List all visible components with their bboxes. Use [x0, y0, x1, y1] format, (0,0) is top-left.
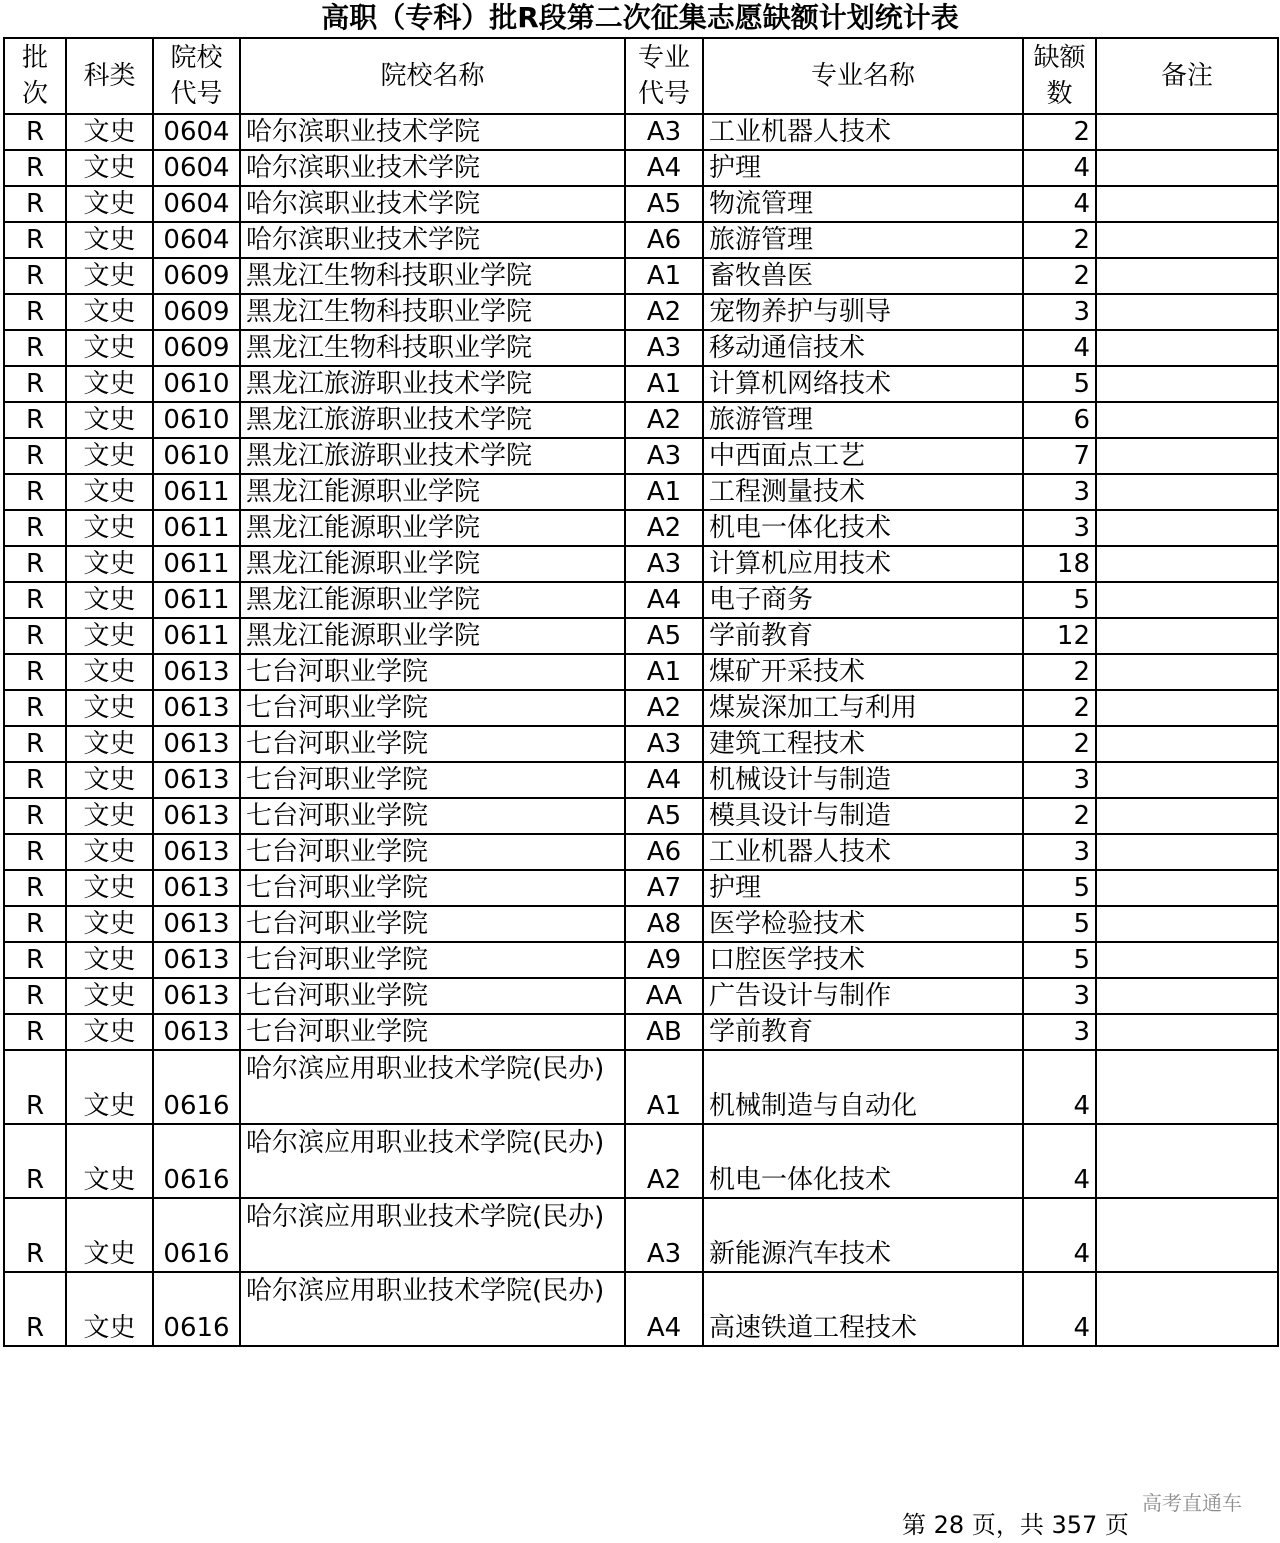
- cell-school-name: 黑龙江旅游职业技术学院: [240, 366, 625, 402]
- cell-remarks: [1096, 186, 1278, 222]
- cell-school-name: 哈尔滨应用职业技术学院(民办): [240, 1198, 625, 1272]
- cell-major-name: 医学检验技术: [703, 906, 1023, 942]
- cell-major-name: 机械设计与制造: [703, 762, 1023, 798]
- cell-remarks: [1096, 1272, 1278, 1346]
- cell-vacancy: 4: [1023, 330, 1096, 366]
- cell-remarks: [1096, 906, 1278, 942]
- cell-school-code: 0604: [153, 114, 240, 150]
- cell-category: 文史: [66, 222, 153, 258]
- cell-school-code: 0616: [153, 1050, 240, 1124]
- cell-batch: R: [4, 798, 66, 834]
- page-suffix: 页: [1104, 1511, 1129, 1539]
- cell-category: 文史: [66, 1124, 153, 1198]
- cell-remarks: [1096, 834, 1278, 870]
- table-row: [4, 582, 1278, 618]
- cell-batch: R: [4, 690, 66, 726]
- cell-major-code: A5: [625, 618, 703, 654]
- cell-major-name: 畜牧兽医: [703, 258, 1023, 294]
- cell-batch: R: [4, 474, 66, 510]
- cell-school-code: 0613: [153, 1014, 240, 1050]
- cell-category: 文史: [66, 690, 153, 726]
- table-row: [4, 1050, 1278, 1124]
- cell-school-name: 黑龙江能源职业学院: [240, 546, 625, 582]
- cell-vacancy: 4: [1023, 150, 1096, 186]
- cell-remarks: [1096, 1014, 1278, 1050]
- cell-remarks: [1096, 546, 1278, 582]
- cell-school-name: 哈尔滨应用职业技术学院(民办): [240, 1272, 625, 1346]
- cell-school-name: 哈尔滨职业技术学院: [240, 150, 625, 186]
- cell-batch: R: [4, 366, 66, 402]
- cell-category: 文史: [66, 438, 153, 474]
- cell-batch: R: [4, 546, 66, 582]
- cell-school-name: 七台河职业学院: [240, 834, 625, 870]
- cell-school-name: 七台河职业学院: [240, 690, 625, 726]
- cell-major-code: A2: [625, 294, 703, 330]
- cell-school-code: 0613: [153, 726, 240, 762]
- cell-batch: R: [4, 1198, 66, 1272]
- cell-major-name: 旅游管理: [703, 222, 1023, 258]
- cell-school-name: 七台河职业学院: [240, 942, 625, 978]
- cell-major-name: 口腔医学技术: [703, 942, 1023, 978]
- cell-batch: R: [4, 402, 66, 438]
- cell-school-code: 0613: [153, 942, 240, 978]
- cell-batch: R: [4, 258, 66, 294]
- cell-major-name: 模具设计与制造: [703, 798, 1023, 834]
- table-row: [4, 114, 1278, 150]
- cell-batch: R: [4, 510, 66, 546]
- table-row: [4, 330, 1278, 366]
- cell-major-code: A2: [625, 510, 703, 546]
- cell-major-code: A7: [625, 870, 703, 906]
- table-row: [4, 402, 1278, 438]
- table-row: [4, 1014, 1278, 1050]
- cell-vacancy: 2: [1023, 690, 1096, 726]
- cell-major-name: 工程测量技术: [703, 474, 1023, 510]
- cell-category: 文史: [66, 726, 153, 762]
- cell-category: 文史: [66, 762, 153, 798]
- cell-remarks: [1096, 474, 1278, 510]
- cell-school-name: 哈尔滨应用职业技术学院(民办): [240, 1050, 625, 1124]
- cell-major-code: A5: [625, 798, 703, 834]
- table-row: [4, 726, 1278, 762]
- cell-vacancy: 5: [1023, 906, 1096, 942]
- cell-vacancy: 3: [1023, 294, 1096, 330]
- cell-remarks: [1096, 258, 1278, 294]
- cell-remarks: [1096, 150, 1278, 186]
- cell-vacancy: 5: [1023, 942, 1096, 978]
- cell-major-code: A1: [625, 366, 703, 402]
- cell-category: 文史: [66, 942, 153, 978]
- cell-major-name: 宠物养护与驯导: [703, 294, 1023, 330]
- cell-major-code: A9: [625, 942, 703, 978]
- cell-major-name: 机电一体化技术: [703, 510, 1023, 546]
- cell-school-code: 0610: [153, 402, 240, 438]
- cell-major-code: A5: [625, 186, 703, 222]
- cell-batch: R: [4, 906, 66, 942]
- cell-major-code: A2: [625, 690, 703, 726]
- cell-category: 文史: [66, 546, 153, 582]
- cell-major-code: A1: [625, 474, 703, 510]
- cell-category: 文史: [66, 510, 153, 546]
- cell-school-name: 七台河职业学院: [240, 978, 625, 1014]
- cell-category: 文史: [66, 402, 153, 438]
- cell-school-name: 黑龙江生物科技职业学院: [240, 258, 625, 294]
- cell-school-code: 0613: [153, 762, 240, 798]
- cell-major-code: AA: [625, 978, 703, 1014]
- header-batch: 批次: [4, 38, 66, 114]
- cell-remarks: [1096, 1124, 1278, 1198]
- cell-category: 文史: [66, 114, 153, 150]
- cell-remarks: [1096, 582, 1278, 618]
- cell-category: 文史: [66, 1272, 153, 1346]
- cell-major-name: 护理: [703, 870, 1023, 906]
- cell-category: 文史: [66, 978, 153, 1014]
- cell-school-code: 0604: [153, 150, 240, 186]
- cell-batch: R: [4, 870, 66, 906]
- cell-batch: R: [4, 294, 66, 330]
- cell-category: 文史: [66, 834, 153, 870]
- cell-vacancy: 4: [1023, 1124, 1096, 1198]
- cell-category: 文史: [66, 330, 153, 366]
- cell-major-code: A6: [625, 222, 703, 258]
- table-row: [4, 222, 1278, 258]
- cell-major-name: 高速铁道工程技术: [703, 1272, 1023, 1346]
- page-total: 357: [1051, 1511, 1098, 1539]
- cell-major-name: 机械制造与自动化: [703, 1050, 1023, 1124]
- cell-school-code: 0610: [153, 366, 240, 402]
- cell-category: 文史: [66, 366, 153, 402]
- cell-school-name: 七台河职业学院: [240, 1014, 625, 1050]
- cell-major-code: A4: [625, 762, 703, 798]
- page-middle: 页，共: [971, 1511, 1044, 1539]
- cell-major-code: A1: [625, 1050, 703, 1124]
- cell-category: 文史: [66, 186, 153, 222]
- cell-major-code: A1: [625, 258, 703, 294]
- cell-school-code: 0613: [153, 834, 240, 870]
- cell-school-code: 0611: [153, 582, 240, 618]
- cell-batch: R: [4, 834, 66, 870]
- cell-vacancy: 2: [1023, 654, 1096, 690]
- cell-school-code: 0613: [153, 870, 240, 906]
- cell-major-name: 物流管理: [703, 186, 1023, 222]
- cell-batch: R: [4, 150, 66, 186]
- cell-major-code: A3: [625, 438, 703, 474]
- cell-remarks: [1096, 654, 1278, 690]
- cell-remarks: [1096, 222, 1278, 258]
- table-row: [4, 870, 1278, 906]
- cell-batch: R: [4, 114, 66, 150]
- table-row: [4, 654, 1278, 690]
- cell-category: 文史: [66, 258, 153, 294]
- cell-school-name: 黑龙江生物科技职业学院: [240, 294, 625, 330]
- cell-batch: R: [4, 1272, 66, 1346]
- cell-category: 文史: [66, 1014, 153, 1050]
- cell-major-name: 护理: [703, 150, 1023, 186]
- cell-major-code: A8: [625, 906, 703, 942]
- cell-school-name: 黑龙江能源职业学院: [240, 474, 625, 510]
- cell-vacancy: 2: [1023, 798, 1096, 834]
- cell-batch: R: [4, 1050, 66, 1124]
- page-title: 高职（专科）批R段第二次征集志愿缺额计划统计表: [321, 1, 959, 34]
- cell-category: 文史: [66, 1050, 153, 1124]
- cell-vacancy: 4: [1023, 186, 1096, 222]
- cell-school-code: 0609: [153, 258, 240, 294]
- cell-major-name: 计算机应用技术: [703, 546, 1023, 582]
- cell-major-name: 旅游管理: [703, 402, 1023, 438]
- cell-vacancy: 5: [1023, 582, 1096, 618]
- cell-school-name: 七台河职业学院: [240, 726, 625, 762]
- cell-school-code: 0616: [153, 1272, 240, 1346]
- cell-batch: R: [4, 762, 66, 798]
- cell-category: 文史: [66, 618, 153, 654]
- header-remarks: 备注: [1096, 38, 1278, 114]
- cell-batch: R: [4, 654, 66, 690]
- page-current: 28: [933, 1511, 965, 1539]
- cell-remarks: [1096, 1050, 1278, 1124]
- cell-category: 文史: [66, 1198, 153, 1272]
- cell-vacancy: 3: [1023, 762, 1096, 798]
- table-row: [4, 942, 1278, 978]
- table-row: [4, 798, 1278, 834]
- cell-vacancy: 2: [1023, 726, 1096, 762]
- cell-major-code: A3: [625, 330, 703, 366]
- cell-vacancy: 2: [1023, 222, 1096, 258]
- cell-batch: R: [4, 978, 66, 1014]
- cell-school-name: 黑龙江旅游职业技术学院: [240, 438, 625, 474]
- cell-major-code: A6: [625, 834, 703, 870]
- cell-school-name: 哈尔滨职业技术学院: [240, 114, 625, 150]
- cell-school-code: 0611: [153, 510, 240, 546]
- cell-major-name: 移动通信技术: [703, 330, 1023, 366]
- cell-school-name: 七台河职业学院: [240, 870, 625, 906]
- cell-major-code: A2: [625, 1124, 703, 1198]
- cell-batch: R: [4, 726, 66, 762]
- cell-remarks: [1096, 510, 1278, 546]
- table-row: [4, 438, 1278, 474]
- quota-table: [3, 37, 1279, 1347]
- table-row: [4, 186, 1278, 222]
- table-row: [4, 906, 1278, 942]
- cell-school-name: 黑龙江旅游职业技术学院: [240, 402, 625, 438]
- cell-major-name: 计算机网络技术: [703, 366, 1023, 402]
- cell-batch: R: [4, 1124, 66, 1198]
- table-row: [4, 510, 1278, 546]
- cell-vacancy: 3: [1023, 1014, 1096, 1050]
- cell-major-code: A4: [625, 582, 703, 618]
- cell-category: 文史: [66, 870, 153, 906]
- cell-vacancy: 5: [1023, 870, 1096, 906]
- cell-batch: R: [4, 942, 66, 978]
- cell-school-name: 七台河职业学院: [240, 762, 625, 798]
- table-row: [4, 618, 1278, 654]
- cell-vacancy: 3: [1023, 978, 1096, 1014]
- cell-batch: R: [4, 330, 66, 366]
- cell-school-name: 哈尔滨职业技术学院: [240, 222, 625, 258]
- cell-category: 文史: [66, 906, 153, 942]
- cell-school-code: 0616: [153, 1198, 240, 1272]
- cell-school-code: 0609: [153, 330, 240, 366]
- cell-category: 文史: [66, 150, 153, 186]
- cell-vacancy: 5: [1023, 366, 1096, 402]
- page-prefix: 第: [902, 1511, 926, 1539]
- cell-school-code: 0613: [153, 906, 240, 942]
- cell-category: 文史: [66, 294, 153, 330]
- cell-vacancy: 2: [1023, 114, 1096, 150]
- cell-major-name: 建筑工程技术: [703, 726, 1023, 762]
- cell-vacancy: 3: [1023, 834, 1096, 870]
- cell-school-code: 0613: [153, 798, 240, 834]
- header-row: [4, 38, 1278, 114]
- cell-school-code: 0610: [153, 438, 240, 474]
- cell-school-code: 0613: [153, 654, 240, 690]
- header-major-code: 专业代号: [625, 38, 703, 114]
- table-row: [4, 978, 1278, 1014]
- table-row: [4, 474, 1278, 510]
- table-row: [4, 546, 1278, 582]
- cell-remarks: [1096, 330, 1278, 366]
- table-body: [4, 114, 1278, 1346]
- table-row: [4, 834, 1278, 870]
- cell-remarks: [1096, 978, 1278, 1014]
- cell-vacancy: 4: [1023, 1272, 1096, 1346]
- cell-major-name: 机电一体化技术: [703, 1124, 1023, 1198]
- cell-school-code: 0604: [153, 186, 240, 222]
- cell-major-name: 学前教育: [703, 1014, 1023, 1050]
- cell-remarks: [1096, 618, 1278, 654]
- cell-major-name: 工业机器人技术: [703, 834, 1023, 870]
- cell-vacancy: 4: [1023, 1198, 1096, 1272]
- cell-major-code: A1: [625, 654, 703, 690]
- cell-major-name: 煤炭深加工与利用: [703, 690, 1023, 726]
- cell-school-name: 哈尔滨应用职业技术学院(民办): [240, 1124, 625, 1198]
- cell-school-name: 黑龙江能源职业学院: [240, 618, 625, 654]
- table-row: [4, 258, 1278, 294]
- cell-batch: R: [4, 582, 66, 618]
- header-vacancy: 缺额数: [1023, 38, 1096, 114]
- cell-school-name: 黑龙江生物科技职业学院: [240, 330, 625, 366]
- cell-category: 文史: [66, 582, 153, 618]
- cell-remarks: [1096, 366, 1278, 402]
- header-school-name: 院校名称: [240, 38, 625, 114]
- cell-school-code: 0604: [153, 222, 240, 258]
- cell-school-code: 0609: [153, 294, 240, 330]
- cell-remarks: [1096, 438, 1278, 474]
- cell-category: 文史: [66, 798, 153, 834]
- cell-major-name: 电子商务: [703, 582, 1023, 618]
- header-school-code: 院校代号: [153, 38, 240, 114]
- cell-batch: R: [4, 1014, 66, 1050]
- cell-vacancy: 6: [1023, 402, 1096, 438]
- cell-remarks: [1096, 114, 1278, 150]
- cell-school-name: 黑龙江能源职业学院: [240, 510, 625, 546]
- table-row: [4, 150, 1278, 186]
- cell-major-code: A4: [625, 150, 703, 186]
- cell-major-name: 新能源汽车技术: [703, 1198, 1023, 1272]
- cell-batch: R: [4, 186, 66, 222]
- cell-school-code: 0616: [153, 1124, 240, 1198]
- cell-major-code: A3: [625, 1198, 703, 1272]
- cell-remarks: [1096, 690, 1278, 726]
- cell-major-name: 中西面点工艺: [703, 438, 1023, 474]
- cell-remarks: [1096, 1198, 1278, 1272]
- cell-remarks: [1096, 870, 1278, 906]
- cell-school-code: 0611: [153, 546, 240, 582]
- cell-batch: R: [4, 618, 66, 654]
- table-row: [4, 1272, 1278, 1346]
- cell-remarks: [1096, 402, 1278, 438]
- cell-school-code: 0611: [153, 618, 240, 654]
- cell-vacancy: 12: [1023, 618, 1096, 654]
- cell-remarks: [1096, 294, 1278, 330]
- cell-major-code: A4: [625, 1272, 703, 1346]
- cell-major-name: 煤矿开采技术: [703, 654, 1023, 690]
- cell-batch: R: [4, 222, 66, 258]
- cell-remarks: [1096, 762, 1278, 798]
- page-number: [902, 1508, 1129, 1542]
- cell-major-code: AB: [625, 1014, 703, 1050]
- header-major-name: 专业名称: [703, 38, 1023, 114]
- table-row: [4, 294, 1278, 330]
- cell-major-code: A3: [625, 114, 703, 150]
- cell-school-name: 七台河职业学院: [240, 654, 625, 690]
- table-row: [4, 1124, 1278, 1198]
- watermark-text: 高考直通车: [1142, 1491, 1242, 1515]
- cell-batch: R: [4, 438, 66, 474]
- cell-vacancy: 7: [1023, 438, 1096, 474]
- cell-vacancy: 2: [1023, 258, 1096, 294]
- cell-major-code: A3: [625, 726, 703, 762]
- cell-school-name: 哈尔滨职业技术学院: [240, 186, 625, 222]
- table-row: [4, 366, 1278, 402]
- cell-school-code: 0613: [153, 978, 240, 1014]
- cell-school-code: 0611: [153, 474, 240, 510]
- cell-major-name: 学前教育: [703, 618, 1023, 654]
- cell-school-name: 七台河职业学院: [240, 798, 625, 834]
- cell-school-code: 0613: [153, 690, 240, 726]
- cell-school-name: 七台河职业学院: [240, 906, 625, 942]
- cell-major-code: A3: [625, 546, 703, 582]
- cell-major-code: A2: [625, 402, 703, 438]
- header-category: 科类: [66, 38, 153, 114]
- cell-school-name: 黑龙江能源职业学院: [240, 582, 625, 618]
- cell-vacancy: 18: [1023, 546, 1096, 582]
- table-row: [4, 762, 1278, 798]
- table-row: [4, 690, 1278, 726]
- cell-remarks: [1096, 726, 1278, 762]
- cell-vacancy: 3: [1023, 510, 1096, 546]
- cell-remarks: [1096, 798, 1278, 834]
- cell-major-name: 工业机器人技术: [703, 114, 1023, 150]
- cell-vacancy: 4: [1023, 1050, 1096, 1124]
- cell-category: 文史: [66, 474, 153, 510]
- cell-category: 文史: [66, 654, 153, 690]
- cell-remarks: [1096, 942, 1278, 978]
- cell-vacancy: 3: [1023, 474, 1096, 510]
- cell-major-name: 广告设计与制作: [703, 978, 1023, 1014]
- table-row: [4, 1198, 1278, 1272]
